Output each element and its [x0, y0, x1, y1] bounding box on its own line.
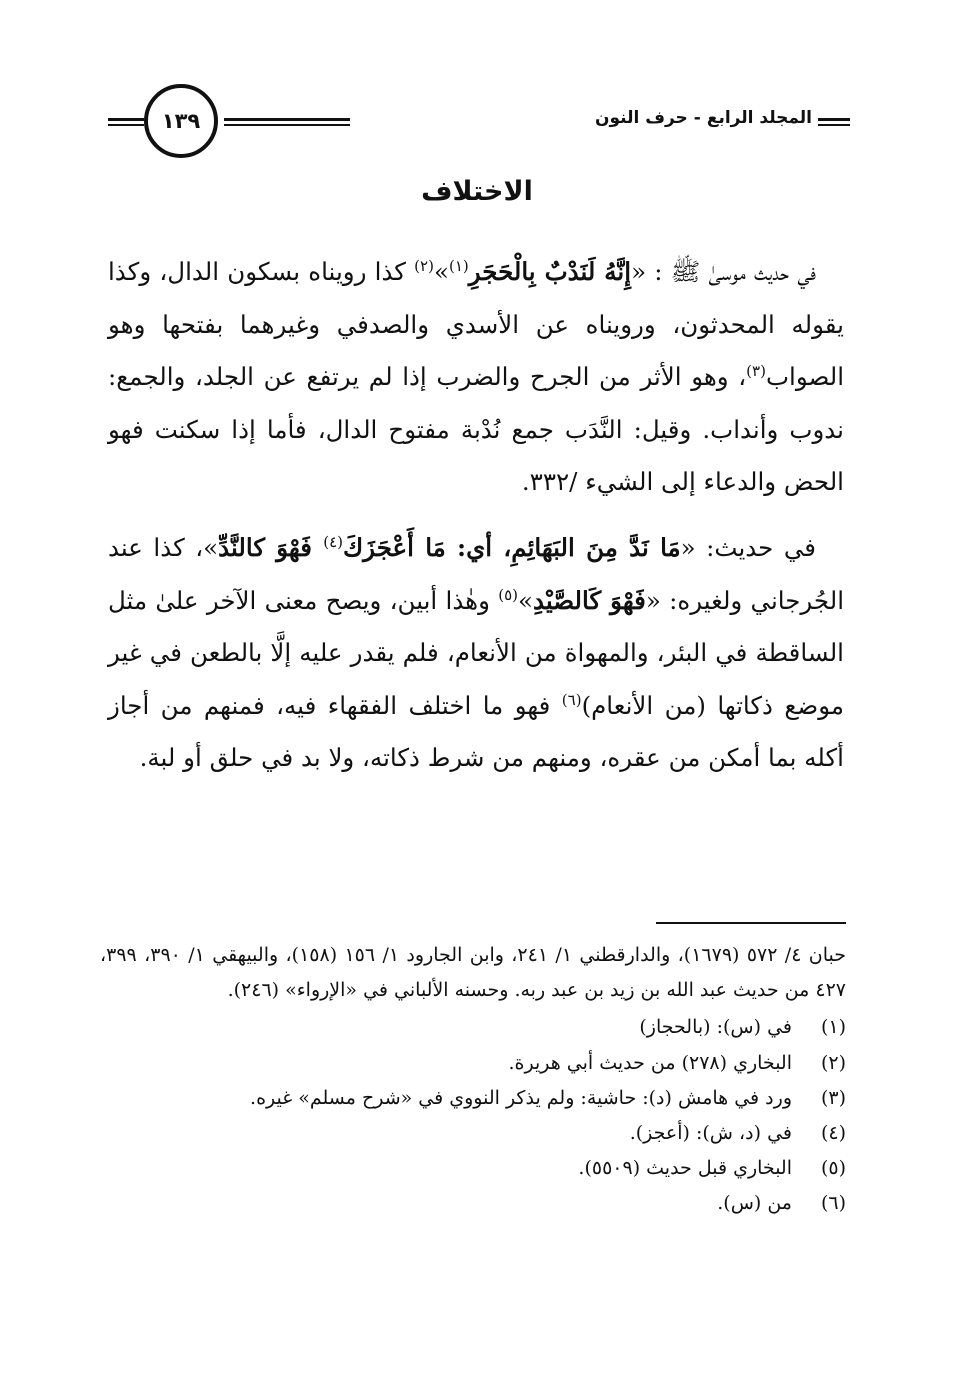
footnote-item — [100, 1081, 846, 1116]
p2-hadith-c: فَهْوَ كَالصَّيْدِ — [533, 585, 646, 615]
footnote-ref-4[interactable]: (٤) — [323, 532, 343, 551]
footnotes — [100, 938, 846, 1222]
p1-rest: كذا رويناه بسكون الدال، وكذا يقوله المحدثون، ورويناه عن الأسدي والصدفي وغيرهما بفتحها وهو الصواب — [108, 257, 844, 392]
p2-mid: »، كذا عند الجُرجاني ولغيره: « — [108, 533, 845, 615]
p1-close-quote: » — [433, 257, 449, 286]
footnote-item — [100, 1010, 846, 1045]
p1-end: ، وهو الأثر من الجرح والضرب إذا لم يرتفع عن الجلد، والجمع: ندوب وأنداب. وقيل: النَّدَب جمع نُدْبة مفتوح الدال، فأما إذا سكنت فهو الحض والدعاء إلى الشيء /٣٣٢. — [108, 362, 844, 497]
section-title: الاختلاف — [421, 176, 533, 207]
footnote-item — [100, 1116, 846, 1151]
footnote-number: (٦) — [820, 1192, 846, 1215]
footnote-number: (٥) — [820, 1157, 846, 1180]
page-number: ١٣٩ — [144, 84, 218, 158]
running-title — [595, 108, 812, 128]
header-rule-left — [108, 118, 144, 126]
footnote-list — [100, 1010, 846, 1221]
p2-end: فهو ما اختلف الفقهاء فيه، فمنهم من أجاز أكله بما أمكن من عقره، ومنهم من شرط ذكاته، ولا بد في حلق أو لبة. — [108, 690, 844, 773]
footnote-ref-6[interactable]: (٦) — [561, 690, 582, 709]
footnote-text: في (س): (بالحجاز) — [639, 1016, 792, 1039]
footnote-number: (٣) — [820, 1086, 846, 1109]
paragraph-2 — [108, 522, 844, 785]
title-separator: - — [693, 108, 701, 128]
p2-hadith-a: مَا نَدَّ مِنَ البَهَائِمِ، أي: مَا أَعْجَزَكَ — [342, 533, 681, 562]
footnote-carryover: حبان ٤/ ٥٧٢ (١٦٧٩)، والدارقطني ١/ ٢٤١، وابن الجارود ١/ ١٥٦ (١٥٨)، والبيهقي ١/ ٣٩٠، ٣٩٩، ٤٢٧ من حديث عبد الله بن زيد بن عبد ربه. وحسنه الألباني في «الإرواء» (٢٤٦). — [100, 944, 846, 1002]
p2-rest: وهٰذا أبين، ويصح معنى الآخر علىٰ مثل الساقطة في البئر، والمهواة من الأنعام، فلم يقدر عليه إلَّا بالطعن في غير موضع ذكاتها (من الأنعام) — [108, 585, 844, 720]
footnote-ref-3[interactable]: (٣) — [746, 362, 766, 381]
paragraph-1 — [108, 246, 844, 509]
footnote-item — [100, 1151, 846, 1186]
footnote-ref-2[interactable]: (٢) — [414, 256, 434, 275]
footnote-number: (٤) — [820, 1122, 846, 1145]
footnote-text: في (د، ش): (أعجز). — [629, 1122, 792, 1145]
footnote-text: البخاري (٢٧٨) من حديث أبي هريرة. — [508, 1051, 792, 1074]
footnote-number: (٢) — [820, 1051, 846, 1074]
chapter-label: حرف النون — [594, 108, 688, 128]
footnote-text: البخاري قبل حديث (٥٥٠٩). — [578, 1157, 792, 1180]
volume-label: المجلد الرابع — [706, 108, 812, 128]
footnote-item — [100, 1186, 846, 1221]
footnote-item — [100, 1046, 846, 1081]
footnote-separator — [656, 922, 846, 924]
footnote-ref-5[interactable]: (٥) — [498, 585, 519, 604]
footnote-text: من (س). — [717, 1192, 792, 1215]
p1-lead: في حديث موسىٰ ﷺ : « — [631, 257, 816, 286]
footnote-text: ورد في هامش (د): حاشية: ولم يذكر النووي في «شرح مسلم» غيره. — [250, 1086, 792, 1109]
footnote-number: (١) — [820, 1016, 846, 1039]
p2-hadith-b: فَهْوَ كالنَّدِّ — [218, 533, 324, 562]
footnote-ref-1[interactable]: (١) — [448, 256, 469, 275]
header-rule-middle — [224, 118, 350, 126]
header-rule-right — [818, 118, 850, 126]
running-header — [108, 84, 850, 166]
p1-hadith: إِنَّهُ لَنَدْبٌ بِالْحَجَرِ — [468, 257, 632, 286]
p2-close-quote: » — [518, 585, 534, 615]
p2-lead: في حديث: « — [680, 533, 816, 562]
